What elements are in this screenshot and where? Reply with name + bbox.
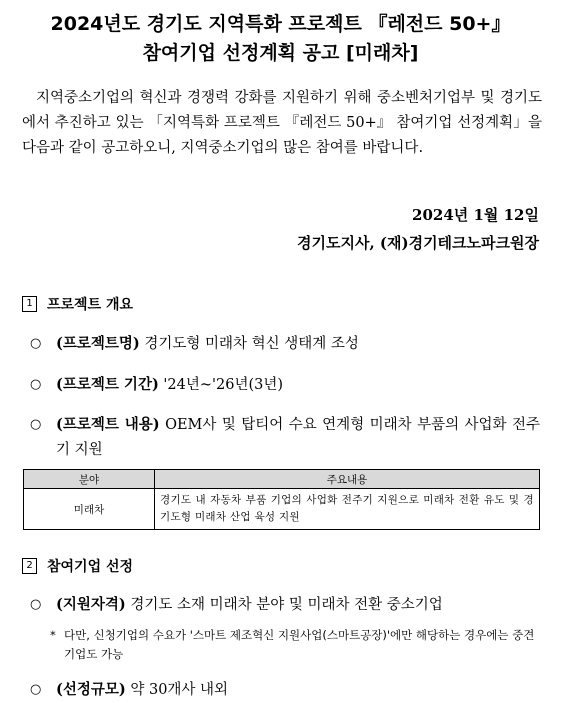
section-number-box: 2 xyxy=(22,558,37,574)
intro-paragraph xyxy=(22,86,542,161)
issuer: 경기도지사, (재)경기테크노파크원장 xyxy=(297,234,539,252)
bullet-item xyxy=(30,331,540,357)
table-header-category: 분야 xyxy=(24,470,155,489)
section-number-box: 1 xyxy=(22,296,37,312)
section-title: 프로젝트 개요 xyxy=(47,297,134,313)
table-row xyxy=(24,489,540,530)
table-header-row xyxy=(24,470,540,489)
section-title: 참여기업 선정 xyxy=(47,559,134,575)
bullet-label: (프로젝트 기간) xyxy=(56,376,159,393)
bullet-label: (선정규모) xyxy=(56,681,126,698)
section-1-heading xyxy=(22,294,133,314)
bullet-label: (지원자격) xyxy=(56,596,126,613)
section-2-heading xyxy=(22,556,133,576)
note-text: 다만, 신청기업의 수요가 '스마트 제조혁신 지원사업(스마트공장)'에만 해당하는 경우에는 중견기업도 가능 xyxy=(64,628,535,661)
bullet-text: OEM사 및 탑티어 수요 연계형 미래차 부품의 사업화 전주기 지원 xyxy=(56,417,541,458)
title-line-1: 2024년도 경기도 지역특화 프로젝트 『레전드 50+』 xyxy=(50,13,511,35)
project-table xyxy=(23,469,540,530)
bullet-text: 경기도 소재 미래차 분야 및 미래차 전환 중소기업 xyxy=(130,597,443,613)
circle-bullet-icon: ○ xyxy=(30,336,42,351)
bullet-item xyxy=(30,592,540,618)
bullet-item xyxy=(30,412,540,463)
bullet-text: 약 30개사 내외 xyxy=(130,682,229,698)
circle-bullet-icon: ○ xyxy=(30,597,42,612)
intro-text: 지역중소기업의 혁신과 경쟁력 강화를 지원하기 위해 중소벤처기업부 및 경기도에서 추진하고 있는 「지역특화 프로젝트 『레전드 50+』 참여기업 선정계획」을 다음과 같이 공고하오니, 지역중소기업의 많은 참여를 바랍니다. xyxy=(22,90,542,156)
bullet-text: '24년~'26년(3년) xyxy=(163,377,284,393)
circle-bullet-icon: ○ xyxy=(30,377,42,392)
table-cell-content: 경기도 내 자동차 부품 기업의 사업화 전주기 지원으로 미래차 전환 유도 및 경기도형 미래차 산업 육성 지원 xyxy=(155,489,540,530)
announcement-date: 2024년 1월 12일 xyxy=(412,206,539,224)
table-cell-category: 미래차 xyxy=(24,489,155,530)
table-header-content: 주요내용 xyxy=(155,470,540,489)
bullet-label: (프로젝트 내용) xyxy=(56,416,160,433)
bullet-item xyxy=(30,372,540,398)
bullet-label: (프로젝트명) xyxy=(56,335,140,352)
bullet-text: 경기도형 미래차 혁신 생태계 조성 xyxy=(144,336,359,352)
title-line-2: 참여기업 선정계획 공고 [미래차] xyxy=(142,42,419,64)
bullet-item xyxy=(30,677,540,703)
circle-bullet-icon: ○ xyxy=(30,682,42,697)
note xyxy=(50,626,542,664)
circle-bullet-icon: ○ xyxy=(30,417,42,432)
asterisk-icon: * xyxy=(50,628,56,642)
